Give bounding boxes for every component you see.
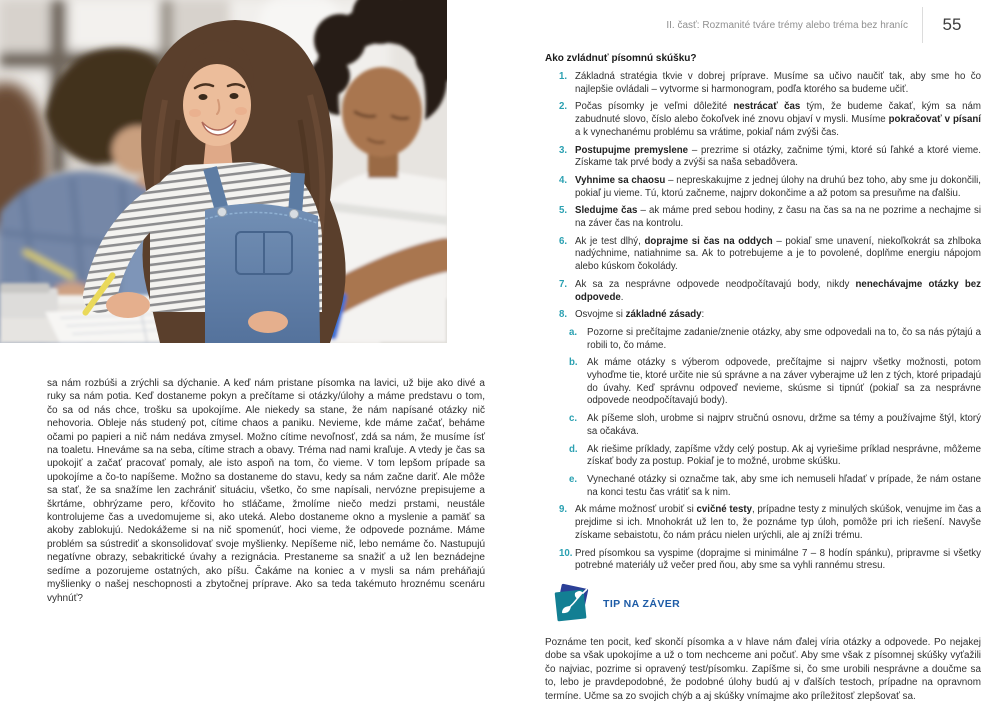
running-header-title: II. časť: Rozmanité tváre trémy alebo tréma bez hraníc [666,19,908,31]
list-item [545,504,981,542]
left-page-paragraph: sa nám rozbúši a zrýchli sa dýchanie. A keď nám pristane písomka na lavici, už bije ako divé a ruky sa nám potia. Keď dostaneme pokyn a prečítame si otázky/úlohy a máme predstavu o tom, čo sa od nás chce, trošku sa upokojíme. Ale niekedy sa stane, že nám napísané otázky nič nehovoria. Obleje nás studený pot, cítime chaos a paniku. Nevieme, kde máme začať, beháme očami po papieri a nič nám nedáva zmysel. Možno cítime nevoľnosť, zdá sa nám, že musíme ísť na toaletu. Hneváme sa na seba, cítime strach a obavy. Tréma nad nami kraľuje. A vtedy je čas sa upokojiť a začať pracovať pomaly, ale isto aspoň na tom, čo vieme. V tom lepšom prípade sa upokojíme a čo-to napíšeme. Možno sa dostaneme do stavu, kedy sa nám začne dariť. Ale môže sa stať, že sa snažíme len zachrániť situáciu, všetko, čo sme napísali, nervózne prepisujeme a škrtáme, obhrýzame pero, kŕčovito ho stláčame, žmolíme niečo medzi prstami, neustále kontrolujeme čas a uvedomujeme si, ako uteká. Alebo dostaneme okno a myslenie a pamäť sa akoby zablokujú. Nedokážeme si na nič spomenúť, hoci vieme, že odpovede poznáme. Máme problém sa sústrediť a skonsolidovať svoje myšlienky. Nepíšeme nič, lebo nemáme čo. Nastupujú negatívne obrazy, sebakritické úvahy a rezignácia. Prestaneme sa snažiť a už len beznádejne sedíme a pozorujeme ostatných, ako píšu. Čakáme na koniec a v mysli sa nám preháňajú myšlienky o našej neschopnosti a zbytočnej príprave. Ako sa teda takémuto hroznému scenáru vyhnúť? [47,378,485,604]
sub-list-item [545,413,981,438]
sub-list-item [545,444,981,469]
closing-paragraph: Poznáme ten pocit, keď skončí písomka a v hlave nám ďalej víria otázky a odpovede. Po nejakej dobe sa však upokojíme a už o tom nechceme ani počuť. Aby sme však z písomnej skúšky vyťažili čo najviac, pozrime si opravený test/písomku. Zapíšme si, čo sme urobili nesprávne a doučme sa to, lebo je pravdepodobné, že podobné úlohy budú aj v ďalších testoch, prípadne na opravnom termíne. Učme sa zo svojich chýb a aj skúšky vnímajme ako príležitosť zlepšovať sa. [545,636,981,702]
page-header [545,6,981,44]
list-item-text: Ak sa za nesprávne odpovede neodpočítavajú body, nikdy nenechávajme otázky bez odpovede. [575,278,981,303]
sub-list-item [545,474,981,499]
list-item-marker: 10. [559,547,573,559]
list-item-text: Počas písomky je veľmi dôležité nestrácať čas tým, že budeme čakať, kým sa nám zabudnuté slovo, číslo alebo čokoľvek iné znovu objaví v mysli. Musíme pokračovať v písaní a k vynechanému problému sa vrátime, pokiaľ nám zvýši čas. [575,101,981,138]
list-item-marker: b. [569,357,578,369]
classroom-photo-illustration [0,0,447,343]
list-item-marker: 4. [559,174,568,186]
list-item [545,236,981,274]
list-item [545,145,981,170]
list-item-text: Osvojme si základné zásady: [575,309,705,321]
list-item-text: Ak riešime príklady, zapíšme vždy celý postup. Ak aj vyriešime príklad nesprávne, môžeme získať body za postup. Pokiaľ je to možné, urobme skúšku. [587,443,981,468]
list-item-marker: 8. [559,309,568,321]
list-item-text: Pozorne si prečítajme zadanie/znenie otázky, aby sme odpovedali na to, čo sa nás pýtajú a robili to, čo máme. [587,326,981,351]
classroom-photo [0,0,447,343]
list-item-text: Vyhnime sa chaosu – nepreskakujme z jednej úlohy na druhú bez toho, aby sme ju dokončili, pokiaľ ju vieme. Tú, ktorú začneme, najprv dokončime a až potom sa presuňme na ďalšiu. [575,174,981,199]
list-item-text: Ak píšeme sloh, urobme si najprv stručnú osnovu, držme sa témy a používajme štýl, ktorý sa očakáva. [587,413,981,437]
section-heading: Ako zvládnuť písomnú skúšku? [545,53,697,64]
tip-section [552,582,981,626]
list-item [545,71,981,96]
list-item-text: Pred písomkou sa vyspime (doprajme si minimálne 7 – 8 hodín spánku), pripravme si všetky potrebné materiály už večer pred ňou, aby sme sa vyhli rannému stresu. [575,547,981,572]
list-item-text: Základná stratégia tkvie v dobrej príprave. Musíme sa učivo naučiť tak, aby sme ho čo najlepšie ovládali – vytvorme si harmonogram, podľa ktorého sa budeme učiť. [575,71,981,95]
list-item-marker: a. [569,326,578,338]
page-number: 55 [942,15,962,34]
tip-pen-icon [552,582,592,626]
list-item-marker: 1. [559,71,568,82]
sub-list-item [545,327,981,352]
list-item-marker: 7. [559,278,568,290]
list-item [545,175,981,200]
tip-label: TIP NA ZÁVER [603,597,681,610]
list-item-text: Postupujme premyslene – prezrime si otázky, začnime tými, ktoré sú ľahké a ktoré vieme. Získame tak prvé body a zvýši sa naša sebadôvera. [575,144,981,169]
list-item-marker: 3. [559,144,568,156]
list-item-marker: c. [569,413,578,425]
list-item-text: Sledujme čas – ak máme pred sebou hodiny, z času na čas sa na ne pozrime a nechajme si na záver čas na kontrolu. [575,205,981,230]
right-page [545,6,981,703]
sub-list-item [545,357,981,408]
exam-tips-list [545,71,981,573]
list-item [545,309,981,322]
list-item-text: Vynechané otázky si označme tak, aby sme ich nemuseli hľadať v prípade, že nám ostane na konci testu čas vrátiť sa k nim. [587,473,981,498]
list-item-marker: 5. [559,205,568,217]
list-item-marker: e. [569,473,578,485]
list-item-text: Ak máme otázky s výberom odpovede, prečítajme si najprv všetky možnosti, potom vyhoďme tie, ktoré určite nie sú správne a na záver vyberajme už len z tých, ktoré pripadajú do úvahy. Keď správnu odpoveď nevieme, skúsme si tipnúť (pokiaľ sa za nesprávne odpovede neodpočítavajú body). [587,357,981,407]
list-item-marker: 6. [559,235,568,247]
list-item [545,548,981,573]
list-item [545,101,981,139]
list-item-marker: 9. [559,504,568,516]
sub-list [545,327,981,499]
list-item-marker: d. [569,443,578,455]
list-item-marker: 2. [559,101,568,113]
list-item-text: Ak máme možnosť urobiť si cvičné testy, prípadne testy z minulých skúšok, venujme im čas a prejdime si ich. Mnohokrát už len to, že poznáme typ úloh, pomôže pri ich riešení. Navyše získame sebaistotu, čo nám prácu nielen urýchli, ale aj zníži trému. [575,504,981,541]
list-item-text: Ak je test dlhý, doprajme si čas na oddych – pokiaľ sme unavení, niekoľkokrát sa zhlboka nadýchnime, natiahnime sa. Ak to potrebujeme a je to povolené, doplňme energiu nápojom alebo kúskom čokolády. [575,235,981,273]
list-item [545,279,981,304]
list-item [545,205,981,230]
